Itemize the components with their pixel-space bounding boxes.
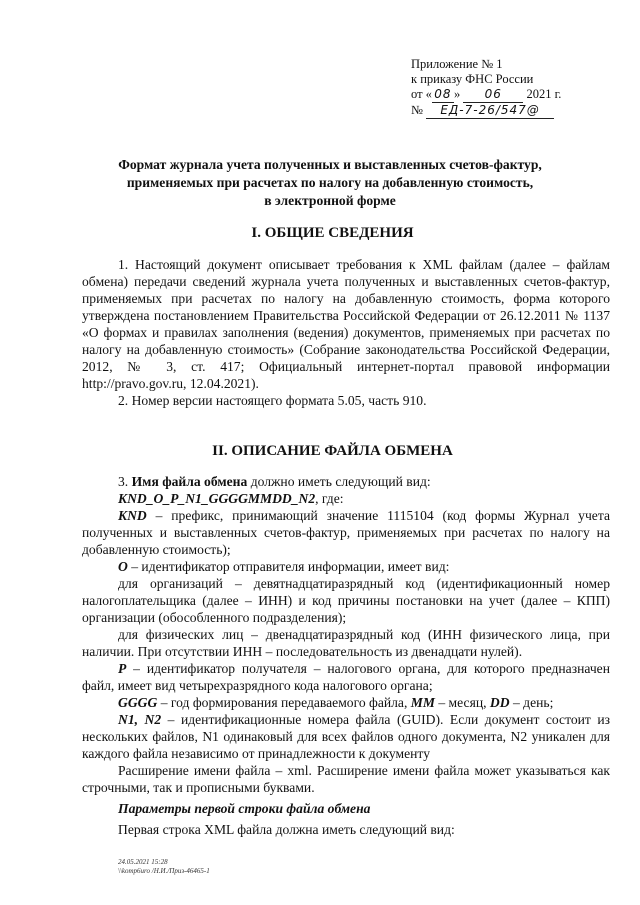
first-line-text: Первая строка XML файла должна иметь следующий вид:: [118, 822, 455, 837]
paragraph-2: 2. Номер версии настоящего формата 5.05, часть 910.: [118, 393, 427, 408]
knd-definition: KND – префикс, принимающий значение 1115104 (код формы Журнал учета полученных и выставленных счетов-фактур, применяемых при расчетах по налогу на добавленную стоимость);: [82, 508, 610, 557]
individual-definition: для физических лиц – двенадцатиразрядный код (ИНН физического лица, при наличии. При отсутствии ИНН – последовательность из двенадцати нулей).: [82, 627, 610, 659]
handwritten-month: 06: [463, 87, 523, 103]
appendix-line2: к приказу ФНС России: [411, 72, 534, 86]
date-definition: GGGG – год формирования передаваемого файла, MM – месяц, DD – день;: [118, 695, 554, 710]
org-definition: для организаций – девятнадцатиразрядный код (идентификационный номер налогоплательщика (далее – ИНН) и код причины постановки на учет (далее – КПП) организации (обособленного подразделения);: [82, 576, 610, 625]
appendix-date: от « 08 » 06 2021 г.: [411, 87, 562, 101]
guid-definition: N1, N2 – идентификационные номера файла (GUID). Если документ состоит из нескольких файлов, N1 одинаковый для всех файлов одного документа, N2 уникален для каждого файла независимо от принадлежности к документу: [82, 712, 611, 761]
appendix-line1: Приложение № 1: [411, 57, 503, 71]
handwritten-number: ЕД-7-26/547@: [426, 103, 554, 119]
handwritten-day: 08: [432, 87, 454, 103]
section2-heading: II. ОПИСАНИЕ ФАЙЛА ОБМЕНА: [212, 443, 453, 459]
extension-note: Расширение имени файла – xml. Расширение имени файла может указываться как строчными, так и прописными буквами.: [82, 763, 610, 795]
paragraph-3: 3. Имя файла обмена должно иметь следующий вид:: [118, 474, 431, 489]
section1-body: [82, 256, 610, 409]
appendix-block: [411, 57, 561, 119]
o-definition: O – идентификатор отправителя информации, имеет вид:: [118, 559, 450, 574]
section2-body: [82, 473, 610, 838]
params-heading: Параметры первой строки файла обмена: [118, 801, 371, 816]
p-definition: P – идентификатор получателя – налогового органа, для которого предназначен файл, имеет вид четырехразрядного кода налогового органа;: [82, 661, 610, 693]
document-title: Формат журнала учета полученных и выставленных счетов-фактур, применяемых при расчетах по налогу на добавленную стоимость, в электронной форме: [118, 157, 542, 208]
section1-heading: I. ОБЩИЕ СВЕДЕНИЯ: [251, 225, 414, 241]
paragraph-1: 1. Настоящий документ описывает требования к XML файлам (далее – файлам обмена) передачи сведений журнала учета полученных и выставленных счетов-фактур, применяемых при расчетах по налогу на добавленную стоимость, форма которого утверждена постановлением Правительства Российской Федерации от 26.12.2011 № 1137 «О формах и правилах заполнения (ведения) документов, применяемых при расчетах по налогу на добавленную стоимость» (Собрание законодательства Российской Федерации, 2012, № 3, ст. 417; Официальный интернет-портал правовой информации http://pravo.gov.ru, 12.04.2021).: [82, 257, 610, 391]
footer-stamp: 24.05.2021 15:28 \\komp6uro /Н.И./Приз-46465-1: [118, 858, 210, 875]
file-name-pattern: KND_O_P_N1_GGGGMMDD_N2, где:: [118, 491, 344, 506]
appendix-number: № ЕД-7-26/547@: [411, 103, 561, 119]
